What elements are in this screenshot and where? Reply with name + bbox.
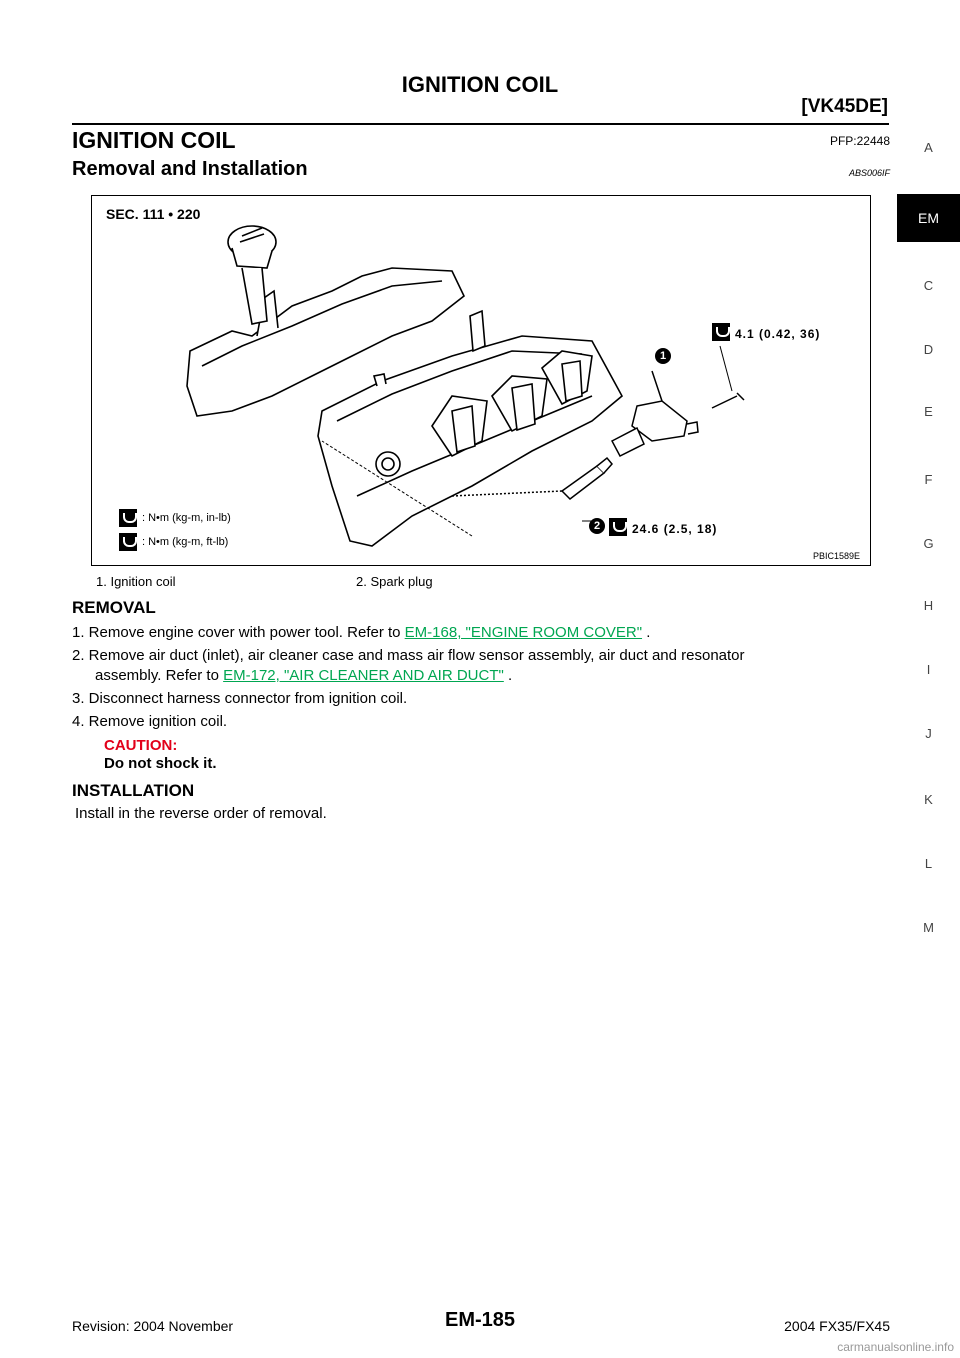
footer-model: 2004 FX35/FX45: [784, 1318, 890, 1334]
installation-heading: INSTALLATION: [72, 781, 195, 800]
coil-bolt-torque: 4.1 (0.42, 36): [735, 327, 821, 341]
page-number: EM-185: [444, 1309, 516, 1331]
caution-title: CAUTION:: [104, 737, 178, 754]
tab-l[interactable]: L: [924, 856, 933, 871]
caution-body: Do not shock it.: [104, 755, 217, 772]
tab-a[interactable]: A: [924, 140, 933, 155]
tab-e[interactable]: E: [924, 404, 933, 419]
tab-m[interactable]: M: [923, 920, 934, 935]
legend-ft-lb: : N•m (kg-m, ft-lb): [142, 536, 229, 548]
abs-code: ABS006IF: [848, 168, 890, 178]
step-1-text: 1. Remove engine cover with power tool. Refer to: [72, 624, 405, 641]
removal-heading: REMOVAL: [72, 598, 156, 617]
torque-wrench-ft-lb-icon: [609, 518, 627, 536]
tab-g[interactable]: G: [923, 536, 934, 551]
caption-ignition-coil: 1. Ignition coil: [96, 574, 176, 589]
legend-in-lb: : N•m (kg-m, in-lb): [142, 512, 231, 524]
figure-section-ref: SEC. 111 • 220: [106, 206, 201, 222]
step-2-cont-text: assembly. Refer to: [95, 667, 224, 684]
tab-em[interactable]: EM: [897, 194, 960, 242]
ignition-coil-diagram: [91, 195, 871, 566]
removal-step-4: 4. Remove ignition coil.: [72, 713, 228, 730]
figure-code: PBIC1589E: [812, 551, 860, 561]
tab-j[interactable]: J: [925, 726, 932, 741]
removal-step-1: [72, 623, 890, 643]
link-air-cleaner[interactable]: EM-172, "AIR CLEANER AND AIR DUCT": [223, 667, 504, 684]
step-1-end: .: [642, 624, 651, 641]
step-2-end: .: [503, 667, 513, 684]
link-engine-room-cover[interactable]: EM-168, "ENGINE ROOM COVER": [404, 624, 643, 641]
watermark: carmanualsonline.info: [837, 1340, 954, 1354]
tab-d[interactable]: D: [923, 342, 934, 357]
removal-step-3: 3. Disconnect harness connector from ignition coil.: [72, 690, 408, 707]
callout-1: 1: [655, 348, 671, 364]
tab-i[interactable]: I: [926, 662, 931, 677]
engine-illustration: [92, 196, 870, 565]
removal-step-2: 2. Remove air duct (inlet), air cleaner case and mass air flow sensor assembly, air duct and resonator: [72, 647, 745, 664]
installation-text: Install in the reverse order of removal.: [75, 805, 327, 822]
subsection-title: Removal and Installation: [72, 158, 308, 180]
header-divider: [72, 123, 889, 125]
tab-h[interactable]: H: [923, 598, 934, 613]
callout-2: 2: [589, 518, 605, 534]
removal-step-2-cont: [95, 666, 885, 686]
torque-wrench-in-lb-icon: [712, 323, 730, 341]
tab-c[interactable]: C: [923, 278, 934, 293]
legend-in-lb-icon: [119, 509, 137, 527]
legend-ft-lb-icon: [119, 533, 137, 551]
caption-spark-plug: 2. Spark plug: [356, 574, 433, 589]
section-title: IGNITION COIL: [72, 127, 236, 153]
engine-model-label: [VK45DE]: [801, 96, 888, 117]
tab-k[interactable]: K: [924, 792, 933, 807]
pfp-code: PFP:22448: [829, 134, 890, 148]
tab-f[interactable]: F: [924, 472, 933, 487]
footer-revision: Revision: 2004 November: [72, 1318, 234, 1334]
page-header-title: IGNITION COIL: [401, 72, 559, 97]
spark-plug-torque: 24.6 (2.5, 18): [632, 522, 718, 536]
